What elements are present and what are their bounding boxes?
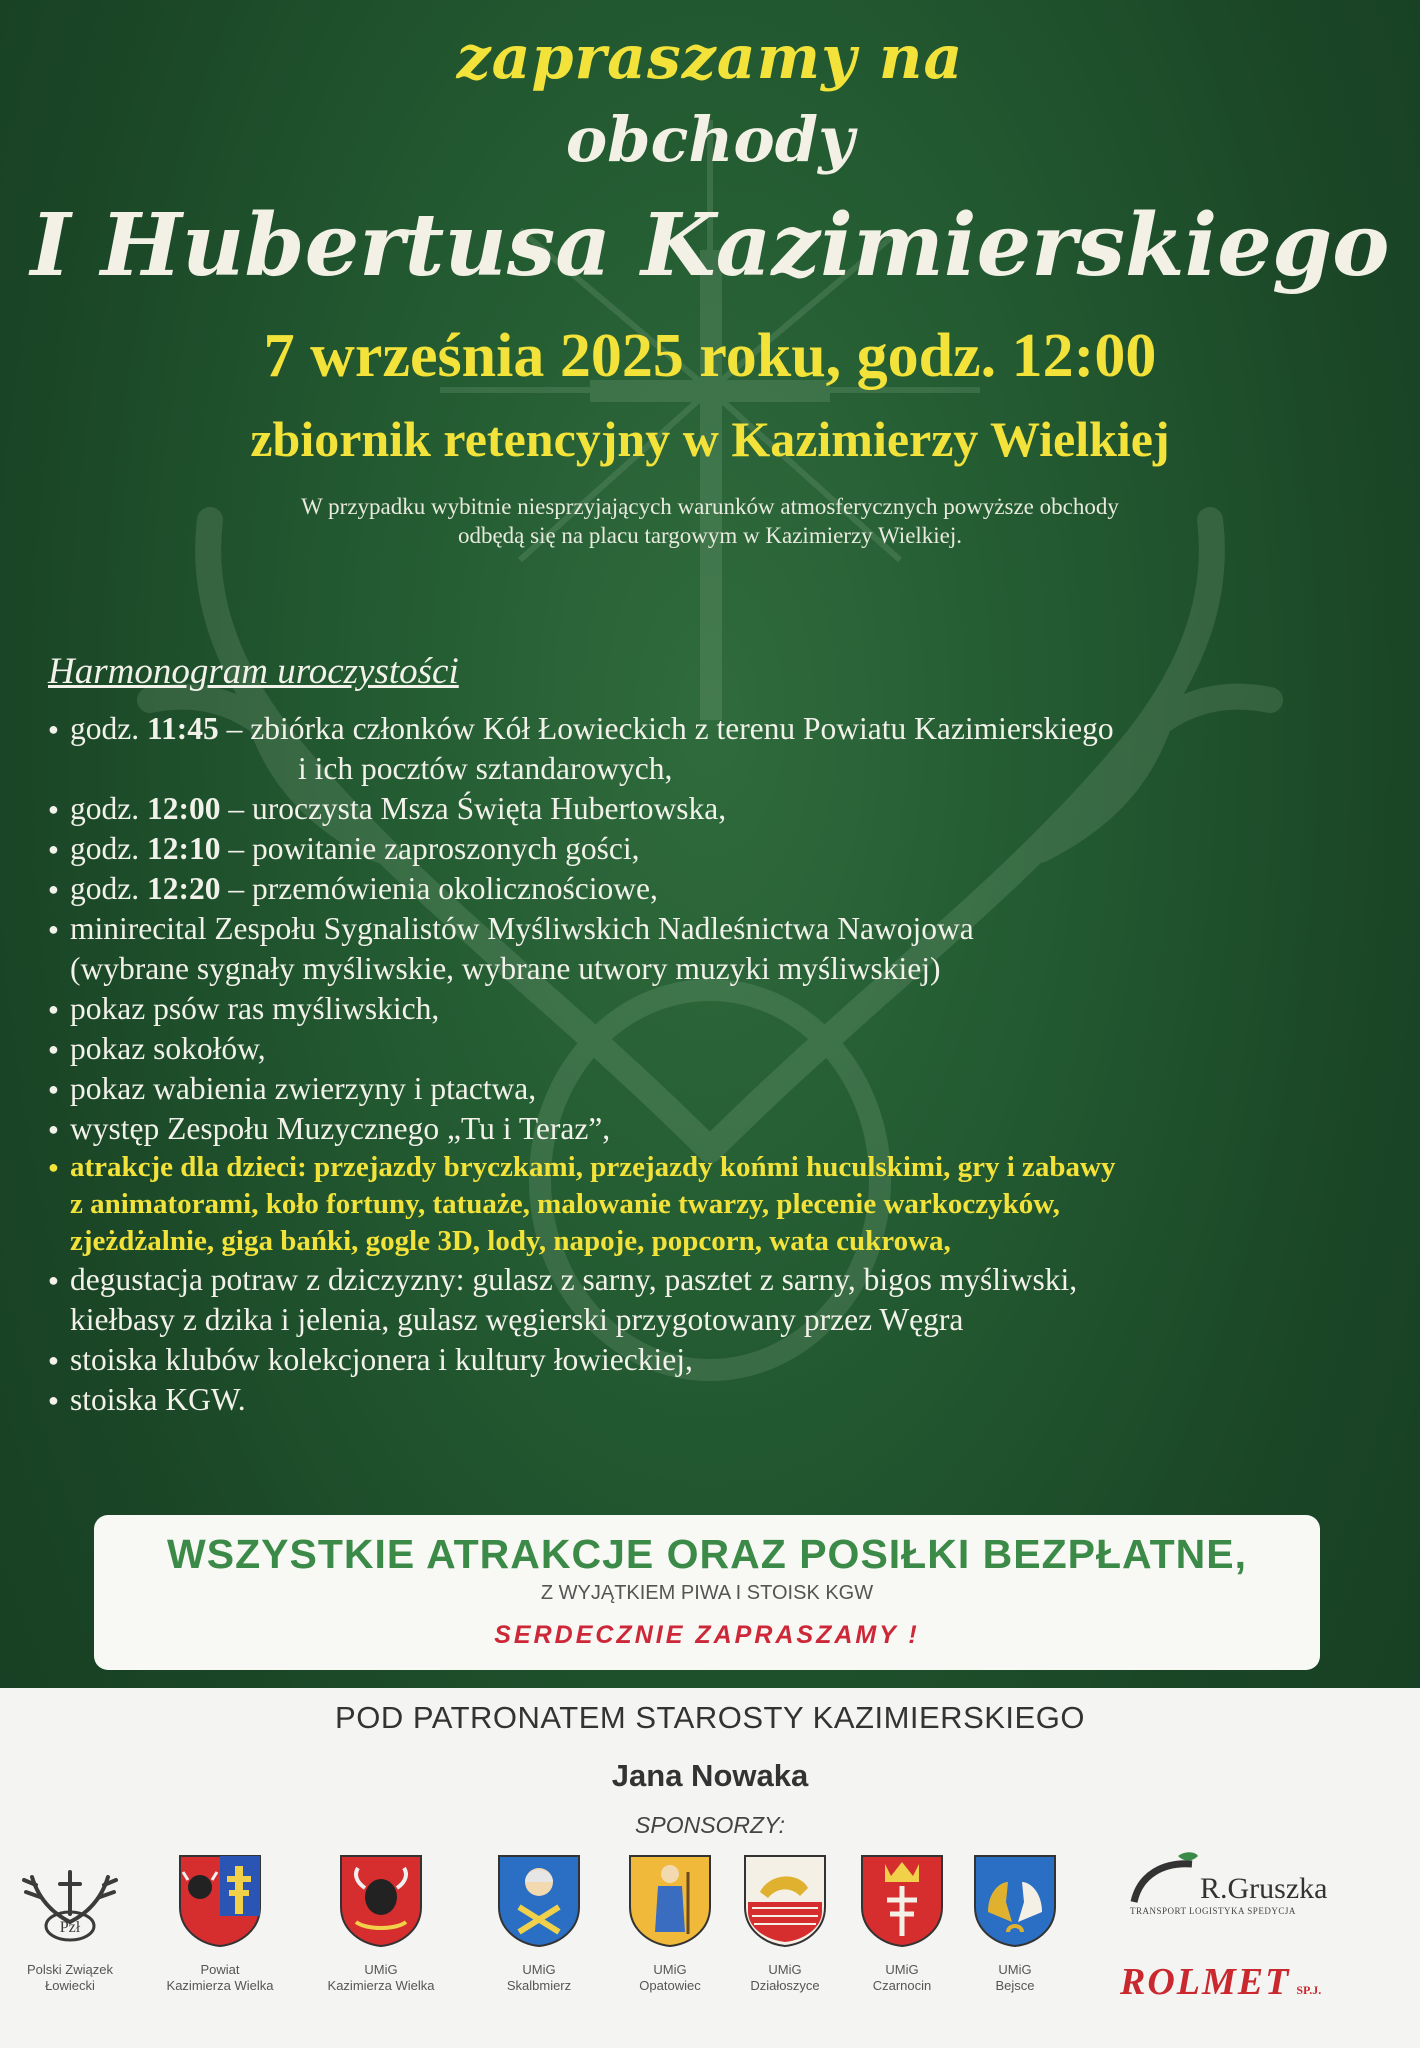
item-text: – przemówienia okolicznościowe, (220, 871, 658, 906)
gruszka-swoosh-icon (1130, 1850, 1200, 1906)
warm-invite: SERDECZNIE ZAPRASZAMY ! (494, 1621, 920, 1649)
sponsors-label: SPONSORZY: (635, 1812, 785, 1838)
schedule-item-kids (48, 1149, 1388, 1260)
kazimierza-wielka-coat-of-arms-icon (336, 1852, 426, 1948)
time: 12:20 (146, 871, 221, 906)
tasting-line2: kiełbasy z dzika i jelenia, gulasz węgierski przygotowany przez Węgra (70, 1302, 964, 1337)
sponsor-label: Powiat Kazimierza Wielka (166, 1962, 274, 1993)
free-attractions-box (94, 1515, 1320, 1670)
dzialoszyce-coat-of-arms-icon (740, 1852, 830, 1948)
gruszka-subtitle: TRANSPORT LOGISTYKA SPEDYCJA (1130, 1906, 1296, 1916)
schedule-item-recital (48, 909, 1388, 989)
recital-line2: (wybrane sygnały myśliwskie, wybrane utwory muzyki myśliwskiej) (70, 951, 941, 986)
schedule-item-band: ● występ Zespołu Muzycznego „Tu i Teraz”, (48, 1109, 1388, 1149)
sponsor-label: UMiG Czarnocin (872, 1962, 932, 1993)
kids-line1: ● atrakcje dla dzieci: przejazdy bryczkami, przejazdy końmi huculskimi, gry i zabawy (70, 1151, 1116, 1183)
sponsor-label: UMiG Kazimierza Wielka (327, 1962, 435, 1993)
sponsor-label: Polski Związek Łowiecki (27, 1962, 113, 1993)
recital-line1: ● minirecital Zespołu Sygnalistów Myśliwskich Nadleśnictwa Nawojowa (70, 911, 974, 946)
schedule-item-stands-kgw: ● stoiska KGW. (48, 1380, 1388, 1420)
sponsor-pzl (0, 1852, 140, 1994)
powiat-coat-of-arms-icon (175, 1852, 265, 1948)
time: 12:10 (146, 831, 221, 866)
weather-note-line1: W przypadku wybitnie niesprzyjających warunków atmosferycznych powyższe obchody (301, 494, 1119, 519)
schedule-item (48, 789, 1388, 829)
sponsor-umig-bejsce (945, 1852, 1085, 1994)
schedule-item (48, 829, 1388, 869)
sponsor-label: UMiG Skalbmierz (506, 1962, 572, 1993)
schedule-item (48, 709, 1388, 789)
item-text-continued: i ich pocztów sztandarowych, (298, 751, 673, 786)
opatowiec-coat-of-arms-icon (625, 1852, 715, 1948)
kids-line3: zjeżdżalnie, giga bańki, gogle 3D, lody, napoje, popcorn, wata cukrowa, (70, 1225, 951, 1257)
schedule-item-calling: ● pokaz wabienia zwierzyny i ptactwa, (48, 1069, 1388, 1109)
bejsce-coat-of-arms-icon (970, 1852, 1060, 1948)
schedule-item-stands-clubs: ● stoiska klubów kolekcjonera i kultury łowieckiej, (48, 1340, 1388, 1380)
event-title: I Hubertusa Kazimierskiego (30, 195, 1390, 296)
skalbmierz-coat-of-arms-icon (494, 1852, 584, 1948)
gruszka-logo (1130, 1850, 1370, 1916)
patronage-text: POD PATRONATEM STAROSTY KAZIMIERSKIEGO (335, 1700, 1085, 1735)
svg-text:Pzł: Pzł (59, 1919, 81, 1936)
schedule-item-falcons: ● pokaz sokołów, (48, 1029, 1388, 1069)
tasting-line1: ● degustacja potraw z dziczyzny: gulasz z sarny, pasztet z sarny, bigos myśliwski, (70, 1262, 1078, 1297)
sponsor-umig-skalbmierz (469, 1852, 609, 1994)
schedule (48, 650, 1388, 1420)
rolmet-name: ROLMET (1120, 1961, 1291, 2003)
schedule-title: Harmonogram uroczystości (48, 651, 459, 692)
sponsor-label: UMiG Działoszyce (750, 1962, 820, 1993)
invite-line: zapraszamy na (456, 23, 964, 93)
sponsor-umig-kazimierza-wielka (311, 1852, 451, 1994)
time: 12:00 (146, 791, 221, 826)
free-exceptions: Z WYJĄTKIEM PIWA I STOISK KGW (540, 1582, 874, 1604)
schedule-item-dogs: ● pokaz psów ras myśliwskich, (48, 989, 1388, 1029)
item-text: – powitanie zaproszonych gości, (220, 831, 640, 866)
event-date: 7 września 2025 roku, godz. 12:00 (263, 322, 1157, 390)
header (0, 18, 1420, 550)
time-prefix: godz. (70, 831, 140, 866)
sponsor-powiat (150, 1852, 290, 1994)
rolmet-suffix: SP.J. (1296, 1983, 1322, 1997)
item-text: – zbiórka członków Kół Łowieckich z terenu Powiatu Kazimierskiego (218, 711, 1114, 746)
event-place: zbiornik retencyjny w Kazimierzy Wielkiej (250, 411, 1170, 467)
gruszka-name: R.Gruszka (1200, 1872, 1328, 1905)
sponsor-label: UMiG Opatowiec (639, 1962, 701, 1993)
czarnocin-coat-of-arms-icon (857, 1852, 947, 1948)
time: 11:45 (146, 711, 219, 746)
celebration-line: obchody (565, 103, 855, 176)
time-prefix: godz. (70, 871, 140, 906)
schedule-item (48, 869, 1388, 909)
schedule-item-tasting (48, 1260, 1388, 1340)
patron-name: Jana Nowaka (611, 1758, 809, 1793)
time-prefix: godz. (70, 791, 140, 826)
item-text: – uroczysta Msza Święta Hubertowska, (220, 791, 727, 826)
sponsor-label: UMiG Bejsce (995, 1962, 1035, 1993)
rolmet-logo (1120, 1960, 1370, 2004)
pzl-antler-logo-icon (20, 1852, 120, 1948)
kids-line2: z animatorami, koło fortuny, tatuaże, malowanie twarzy, plecenie warkoczyków, (70, 1188, 1060, 1220)
weather-note-line2: odbędą się na placu targowym w Kazimierzy Wielkiej. (457, 523, 963, 548)
weather-note (190, 492, 1230, 550)
free-headline: WSZYSTKIE ATRAKCJE ORAZ POSIŁKI BEZPŁATNE, (167, 1531, 1247, 1577)
time-prefix: godz. (70, 711, 140, 746)
